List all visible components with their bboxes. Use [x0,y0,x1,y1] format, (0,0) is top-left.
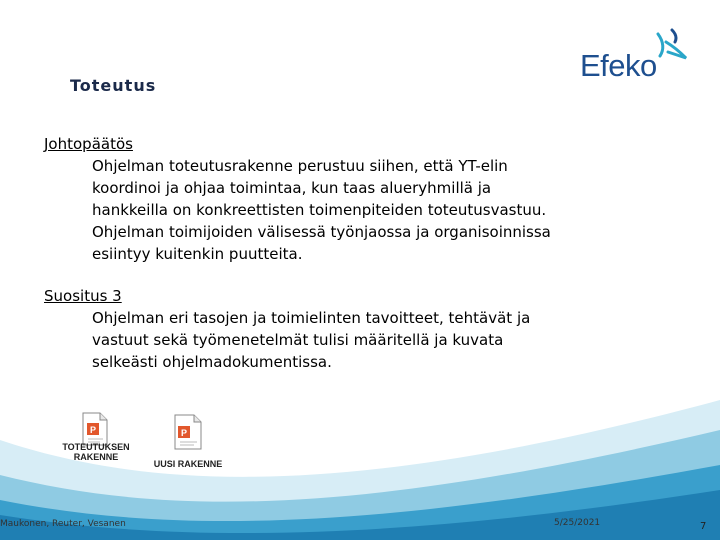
svg-text:P: P [89,425,97,435]
block-heading: Suositus 3 [44,287,122,305]
powerpoint-file-icon[interactable] [80,412,110,446]
logo-text: Efeko [580,48,657,83]
block-text-line: koordinoi ja ohjaa toimintaa, kun taas alueryhmillä ja [92,179,492,197]
caption-line: UUSI RAKENNE [153,459,223,469]
content-block-recommendation [44,285,530,373]
block-text-line: selkeästi ohjelmadokumentissa. [92,353,332,371]
footer-authors: Maukonen, Reuter, Vesanen [0,519,126,529]
caption-line: TOTEUTUKSEN [62,442,130,452]
powerpoint-file-icon[interactable] [172,414,204,450]
block-text-line: hankkeilla on konkreettisten toimenpiteiden toteutusvastuu. [92,201,547,219]
attachment-caption[interactable] [148,459,228,469]
slide-title: Toteutus [70,76,157,95]
block-text-line: Ohjelman toimijoiden välisessä työnjaossa ja organisoinnissa [92,223,551,241]
caption-line: RAKENNE [73,452,119,462]
page-number: 7 [700,521,707,532]
block-text-line: esiintyy kuitenkin puutteita. [92,245,303,263]
content-block-conclusion [44,133,551,265]
attachment-caption[interactable] [56,442,136,462]
svg-text:P: P [180,428,188,438]
block-text-line: vastuut sekä työmenetelmät tulisi määritellä ja kuvata [92,331,504,349]
footer-date: 5/25/2021 [554,518,601,528]
block-text-line: Ohjelman eri tasojen ja toimielinten tavoitteet, tehtävät ja [92,309,531,327]
block-text-line: Ohjelman toteutusrakenne perustuu siihen, että YT-elin [92,157,508,175]
block-heading: Johtopäätös [44,135,133,153]
